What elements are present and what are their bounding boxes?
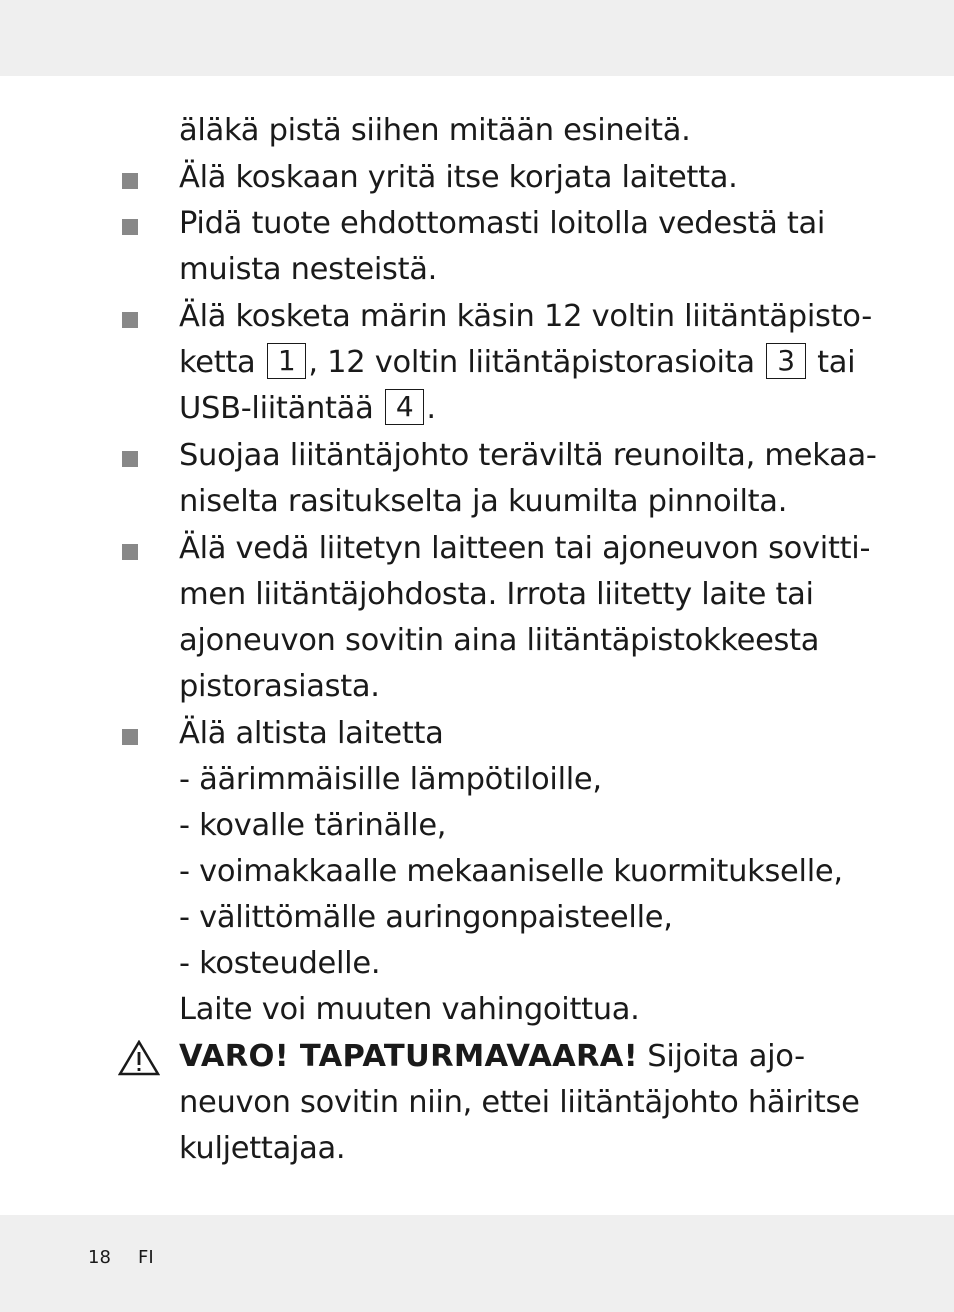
text-line (179, 340, 855, 386)
reference-number-box: 3 (766, 343, 806, 379)
text-line: - kosteudelle. (179, 946, 381, 981)
text-line (179, 1034, 805, 1080)
text-span: tai (817, 345, 856, 380)
text-line (179, 386, 436, 432)
text-line: neuvon sovitin niin, ettei liitäntäjohto häiritse (179, 1085, 860, 1120)
reference-number-box: 1 (267, 343, 307, 379)
text-line: ajoneuvon sovitin aina liitäntäpistokkeesta (179, 623, 820, 658)
square-bullet-icon (122, 219, 138, 235)
text-line: niselta rasitukselta ja kuumilta pinnoilta. (179, 484, 788, 519)
text-line: Älä koskaan yritä itse korjata laitetta. (179, 160, 738, 195)
square-bullet-icon (122, 312, 138, 328)
text-line: - äärimmäisille lämpötiloille, (179, 762, 602, 797)
reference-number-box: 4 (385, 389, 425, 425)
square-bullet-icon (122, 544, 138, 560)
warning-triangle-icon (118, 1040, 160, 1076)
text-line: Suojaa liitäntäjohto teräviltä reunoilta, mekaa- (179, 438, 877, 473)
text-line: Älä vedä liitetyn laitteen tai ajoneuvon sovitti- (179, 531, 871, 566)
text-span: ketta (179, 345, 256, 380)
text-span: Sijoita ajo- (637, 1039, 805, 1074)
text-line: Älä altista laitetta (179, 716, 444, 751)
page-number: 18 (88, 1247, 111, 1268)
text-line: men liitäntäjohdosta. Irrota liitetty laite tai (179, 577, 814, 612)
text-span: . (426, 391, 436, 426)
language-code: FI (138, 1247, 154, 1268)
text-line: - voimakkaalle mekaaniselle kuormitukselle, (179, 854, 843, 889)
text-line: Pidä tuote ehdottomasti loitolla vedestä tai (179, 206, 826, 241)
text-line: Laite voi muuten vahingoittua. (179, 992, 640, 1027)
warning-heading: VARO! TAPATURMAVAARA! (179, 1039, 638, 1074)
text-line: Älä kosketa märin käsin 12 voltin liitäntäpisto- (179, 299, 872, 334)
text-line: - kovalle tärinälle, (179, 808, 447, 843)
text-line: - välittömälle auringonpaisteelle, (179, 900, 673, 935)
text-line: kuljettajaa. (179, 1131, 346, 1166)
text-line: äläkä pistä siihen mitään esineitä. (179, 113, 691, 148)
text-span: , 12 voltin liitäntäpistorasioita (308, 345, 755, 380)
text-line: muista nesteistä. (179, 252, 438, 287)
square-bullet-icon (122, 451, 138, 467)
text-span: USB-liitäntää (179, 391, 374, 426)
header-band (0, 0, 954, 76)
square-bullet-icon (122, 729, 138, 745)
text-line: pistorasiasta. (179, 669, 380, 704)
square-bullet-icon (122, 173, 138, 189)
